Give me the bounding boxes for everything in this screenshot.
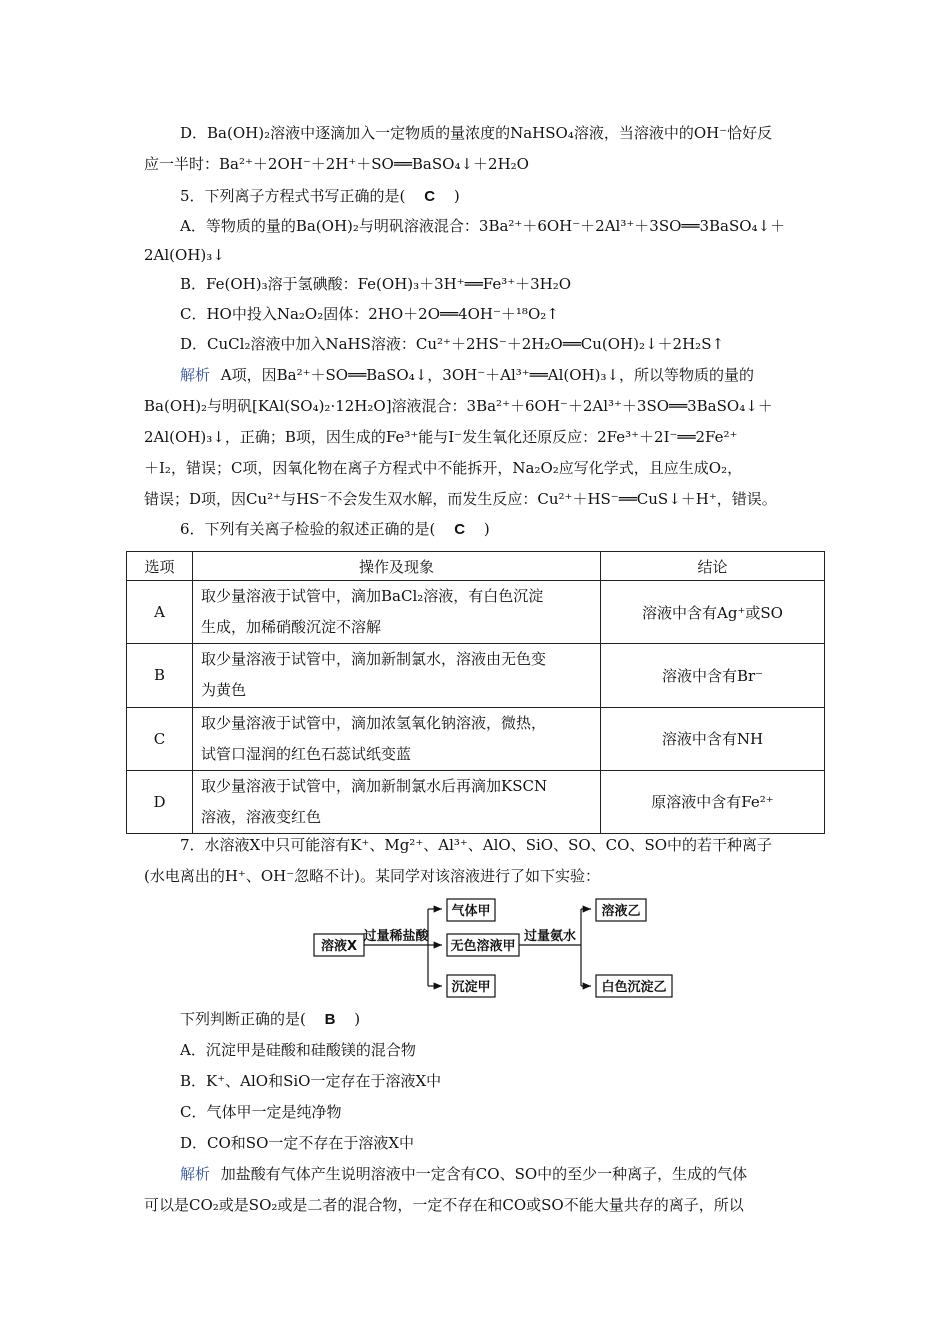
- q5-option-b: B．Fe(OH)₃溶于氢碘酸：Fe(OH)₃＋3H⁺══Fe³⁺＋3H₂O: [180, 275, 572, 293]
- q7-stem-line2: (水电离出的H⁺、OH⁻忽略不计)。某同学对该溶液进行了如下实验：: [144, 867, 601, 885]
- q7-flow-diagram: [306, 888, 678, 1004]
- q5-option-a-line2: 2Al(OH)₃↓: [144, 246, 225, 264]
- flow-precipitate-label: 沉淀甲: [451, 980, 491, 995]
- row-conclusion: 溶液中含有Ag⁺或SO: [601, 581, 825, 644]
- analysis-label: 解析: [180, 1165, 211, 1183]
- row-option: B: [127, 644, 193, 707]
- row-option: C: [127, 707, 193, 770]
- q5-analysis-line3: 2Al(OH)₃↓，正确；B项，因生成的Fe³⁺能与I⁻发生氧化还原反应：2Fe³⁺＋2I⁻══2Fe²⁺: [144, 428, 738, 446]
- flow-start-label: 溶液X: [320, 939, 358, 954]
- q5-answer: C: [424, 188, 436, 205]
- q5-option-a-line1: A．等物质的量的Ba(OH)₂与明矾溶液混合：3Ba²⁺＋6OH⁻＋2Al³⁺＋3SO══3BaSO₄↓＋: [180, 217, 786, 235]
- flow-precipitate2-label: 白色沉淀乙: [601, 980, 667, 995]
- q5-option-d: D．CuCl₂溶液中加入NaHS溶液：Cu²⁺＋2HS⁻＋2H₂O══Cu(OH)₂↓＋2H₂S↑: [180, 335, 725, 353]
- table-header-row: [127, 552, 825, 581]
- row-option: A: [127, 581, 193, 644]
- q4-option-d-line1: D．Ba(OH)₂溶液中逐滴加入一定物质的量浓度的NaHSO₄溶液，当溶液中的OH⁻恰好反: [180, 124, 773, 142]
- flow-step2-label: 过量氨水: [523, 929, 577, 944]
- q7-answer: B: [324, 1011, 336, 1028]
- row-operation: 取少量溶液于试管中，滴加新制氯水后再滴加KSCN 溶液，溶液变红色: [193, 770, 601, 833]
- q4-option-d-line2: 应一半时：Ba²⁺＋2OH⁻＋2H⁺＋SO══BaSO₄↓＋2H₂O: [144, 155, 529, 173]
- q7-question: 下列判断正确的是( B ): [180, 1010, 361, 1028]
- header-conclusion: 结论: [601, 552, 825, 581]
- q7-stem-line1: 7．水溶液X中只可能溶有K⁺、Mg²⁺、Al³⁺、AlO、SiO、SO、CO、SO中的若干种离子: [180, 836, 773, 854]
- table-row: [127, 770, 825, 833]
- header-operation: 操作及现象: [193, 552, 601, 581]
- q5-analysis-line4: ＋I₂，错误；C项，因氧化物在离子方程式中不能拆开，Na₂O₂应写化学式，且应生成O₂，: [144, 459, 743, 477]
- q5-analysis-line1: 解析 A项，因Ba²⁺＋SO══BaSO₄↓，3OH⁻＋Al³⁺══Al(OH)₃↓，所以等物质的量的: [180, 366, 755, 384]
- row-operation: 取少量溶液于试管中，滴加BaCl₂溶液，有白色沉淀 生成，加稀硝酸沉淀不溶解: [193, 581, 601, 644]
- q5-stem: 5．下列离子方程式书写正确的是( C ): [180, 187, 460, 205]
- row-operation: 取少量溶液于试管中，滴加新制氯水，溶液由无色变 为黄色: [193, 644, 601, 707]
- flow-solution2-label: 溶液乙: [601, 904, 641, 919]
- q7-option-b: B．K⁺、AlO和SiO一定存在于溶液X中: [180, 1072, 442, 1090]
- q7-analysis-line2: 可以是CO₂或是SO₂或是二者的混合物，一定不存在和CO或SO不能大量共存的离子，所以: [144, 1196, 744, 1214]
- table-row: [127, 581, 825, 644]
- q6-options-table: [126, 551, 825, 834]
- q5-analysis-line2: Ba(OH)₂与明矾[KAl(SO₄)₂·12H₂O]溶液混合：3Ba²⁺＋6OH⁻＋2Al³⁺＋3SO══3BaSO₄↓＋: [144, 397, 773, 415]
- flow-step1-label: 过量稀盐酸: [363, 929, 429, 944]
- flow-solution-label: 无色溶液甲: [450, 939, 516, 954]
- row-conclusion: 原溶液中含有Fe²⁺: [601, 770, 825, 833]
- flow-gas-label: 气体甲: [451, 904, 491, 919]
- analysis-label: 解析: [180, 366, 211, 384]
- q7-option-c: C．气体甲一定是纯净物: [180, 1103, 342, 1121]
- table-row: [127, 707, 825, 770]
- q7-option-a: A．沉淀甲是硅酸和硅酸镁的混合物: [180, 1041, 416, 1059]
- q5-analysis-line5: 错误；D项，因Cu²⁺与HS⁻不会发生双水解，而发生反应：Cu²⁺＋HS⁻══CuS↓＋H⁺，错误。: [144, 490, 777, 508]
- row-option: D: [127, 770, 193, 833]
- q6-answer: C: [454, 521, 466, 538]
- q7-analysis-line1: 解析 加盐酸有气体产生说明溶液中一定含有CO、SO中的至少一种离子，生成的气体: [180, 1165, 748, 1183]
- row-operation: 取少量溶液于试管中，滴加浓氢氧化钠溶液，微热， 试管口湿润的红色石蕊试纸变蓝: [193, 707, 601, 770]
- row-conclusion: 溶液中含有Br⁻: [601, 644, 825, 707]
- row-conclusion: 溶液中含有NH: [601, 707, 825, 770]
- q7-option-d: D．CO和SO一定不存在于溶液X中: [180, 1134, 415, 1152]
- q6-stem: 6．下列有关离子检验的叙述正确的是( C ): [180, 520, 490, 538]
- table-row: [127, 644, 825, 707]
- q5-option-c: C．HO中投入Na₂O₂固体：2HO＋2O══4OH⁻＋¹⁸O₂↑: [180, 305, 559, 323]
- header-option: 选项: [127, 552, 193, 581]
